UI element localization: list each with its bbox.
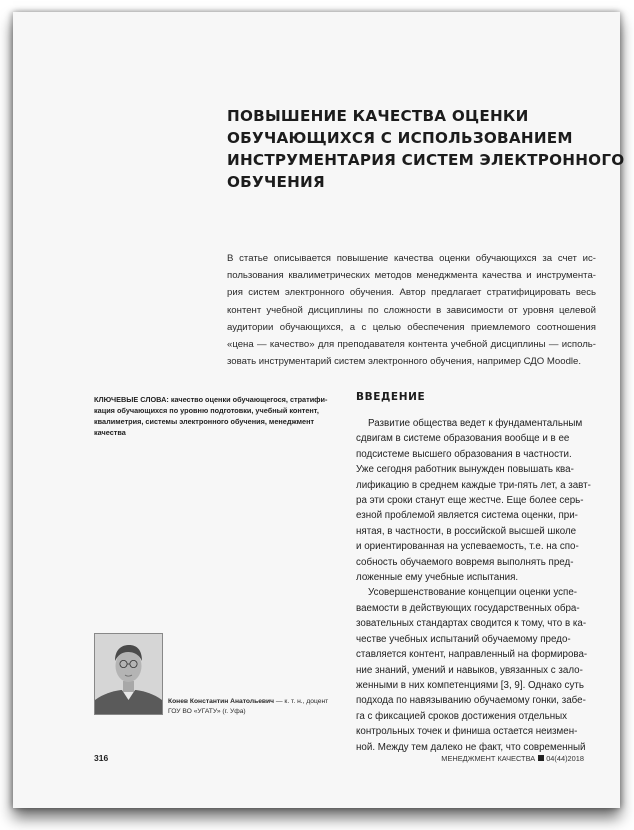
body-line: га с фиксацией сроков достижения отдельных	[356, 710, 568, 722]
author-info	[168, 697, 343, 717]
body-line: ставляется контент, направленный на формирова-	[356, 649, 588, 661]
abstract-line: зовать инструментарий систем электронного обучения, например СДО Moodle.	[227, 356, 582, 368]
body-line: контрольных точек и финиша остается неизмен-	[356, 726, 578, 738]
body-line: ваемости в действующих государственных обра-	[356, 602, 580, 614]
square-bullet-icon	[538, 755, 544, 761]
abstract-line: контент учебной дисциплины по сложности в зависимости от уровня целевой	[227, 304, 596, 316]
body-line: Усовершенствование концепции оценки успе-	[368, 587, 578, 599]
body-line: честве учебных испытаний обучаемому предо-	[356, 633, 571, 645]
abstract	[227, 250, 596, 370]
abstract-line: «цена — качество» для преподавателя контента учебной дисциплины — исполь-	[227, 339, 596, 351]
body-line: езной проблемой является система оценки, при-	[356, 510, 578, 522]
journal-footer	[441, 754, 584, 763]
title-line: ИНСТРУМЕНТАРИЯ СИСТЕМ ЭЛЕКТРОННОГО	[227, 151, 625, 169]
abstract-line: пользования квалиметрических методов менеджмента качества и инструмента-	[227, 270, 596, 282]
title-line: ПОВЫШЕНИЕ КАЧЕСТВА ОЦЕНКИ	[227, 107, 529, 125]
body-line: сдвигам в системе образования вообще и в ее	[356, 433, 570, 445]
keywords-line: квалиметрия, системы электронного обучения, менеджмент	[94, 417, 315, 426]
title-line: ОБУЧАЮЩИХСЯ С ИСПОЛЬЗОВАНИЕМ	[227, 129, 573, 147]
body-line: подсистеме высшего образования в частности.	[356, 448, 572, 460]
keywords-line: кация обучающихся по уровню подготовки, учебный контент,	[94, 406, 319, 415]
body-line: лификацию в среднем каждые три-пять лет, а завт-	[356, 479, 591, 491]
author-affiliation: ГОУ ВО «УГАТУ» (г. Уфа)	[168, 708, 246, 715]
body-line: ние знаний, умений и навыков, увязанных с зало-	[356, 664, 583, 676]
body-line: собность обучаемого вовремя выполнять пред-	[356, 556, 574, 568]
abstract-line: В статье описывается повышение качества оценки обучающихся за счет ис-	[227, 253, 596, 264]
body-line: ной. Между тем далеко не факт, что современный	[356, 741, 586, 753]
article-title	[227, 105, 625, 193]
body-line: ложенные ему учебные испытания.	[356, 572, 519, 584]
keywords	[94, 394, 332, 438]
keywords-line: качества	[94, 428, 126, 437]
body-line: Развитие общества ведет к фундаментальным	[368, 418, 583, 429]
author-credentials: — к. т. н., доцент	[274, 698, 329, 705]
body-line: и ориентированная на успеваемость, т.е. на спо-	[356, 541, 579, 553]
journal-name: МЕНЕДЖМЕНТ КАЧЕСТВА	[441, 754, 536, 763]
body-line: нятая, в частности, в российской высшей школе	[356, 525, 577, 537]
body-text	[356, 416, 601, 755]
body-line: подхода по навязыванию обучаемому гонки, забе-	[356, 695, 586, 707]
journal-issue: 04(44)2018	[546, 754, 584, 763]
author-name: Конев Константин Анатольевич	[168, 698, 275, 705]
body-line: ра эти сроки станут еще жестче. Еще более серь-	[356, 495, 584, 507]
title-line: ОБУЧЕНИЯ	[227, 173, 325, 191]
author-photo	[94, 633, 163, 715]
journal-page	[13, 12, 625, 808]
page-number: 316	[94, 753, 109, 763]
body-line: женными в них компетенциями [3, 9]. Однако суть	[356, 679, 584, 691]
body-line: Уже сегодня работник вынужден повышать ква-	[356, 464, 574, 476]
keywords-line: КЛЮЧЕВЫЕ СЛОВА: качество оценки обучающегося, стратифи-	[94, 395, 328, 404]
body-line: зовательных стандартах сводится к тому, что в ка-	[356, 618, 587, 630]
abstract-line: рия систем электронного обучения. Автор предлагает стратифицировать весь	[227, 287, 596, 299]
section-heading: ВВЕДЕНИЕ	[356, 391, 426, 403]
author-line	[168, 697, 343, 707]
abstract-line: аудитории обучающихся, а с целью обеспечения приемлемого соотношения	[227, 321, 596, 333]
